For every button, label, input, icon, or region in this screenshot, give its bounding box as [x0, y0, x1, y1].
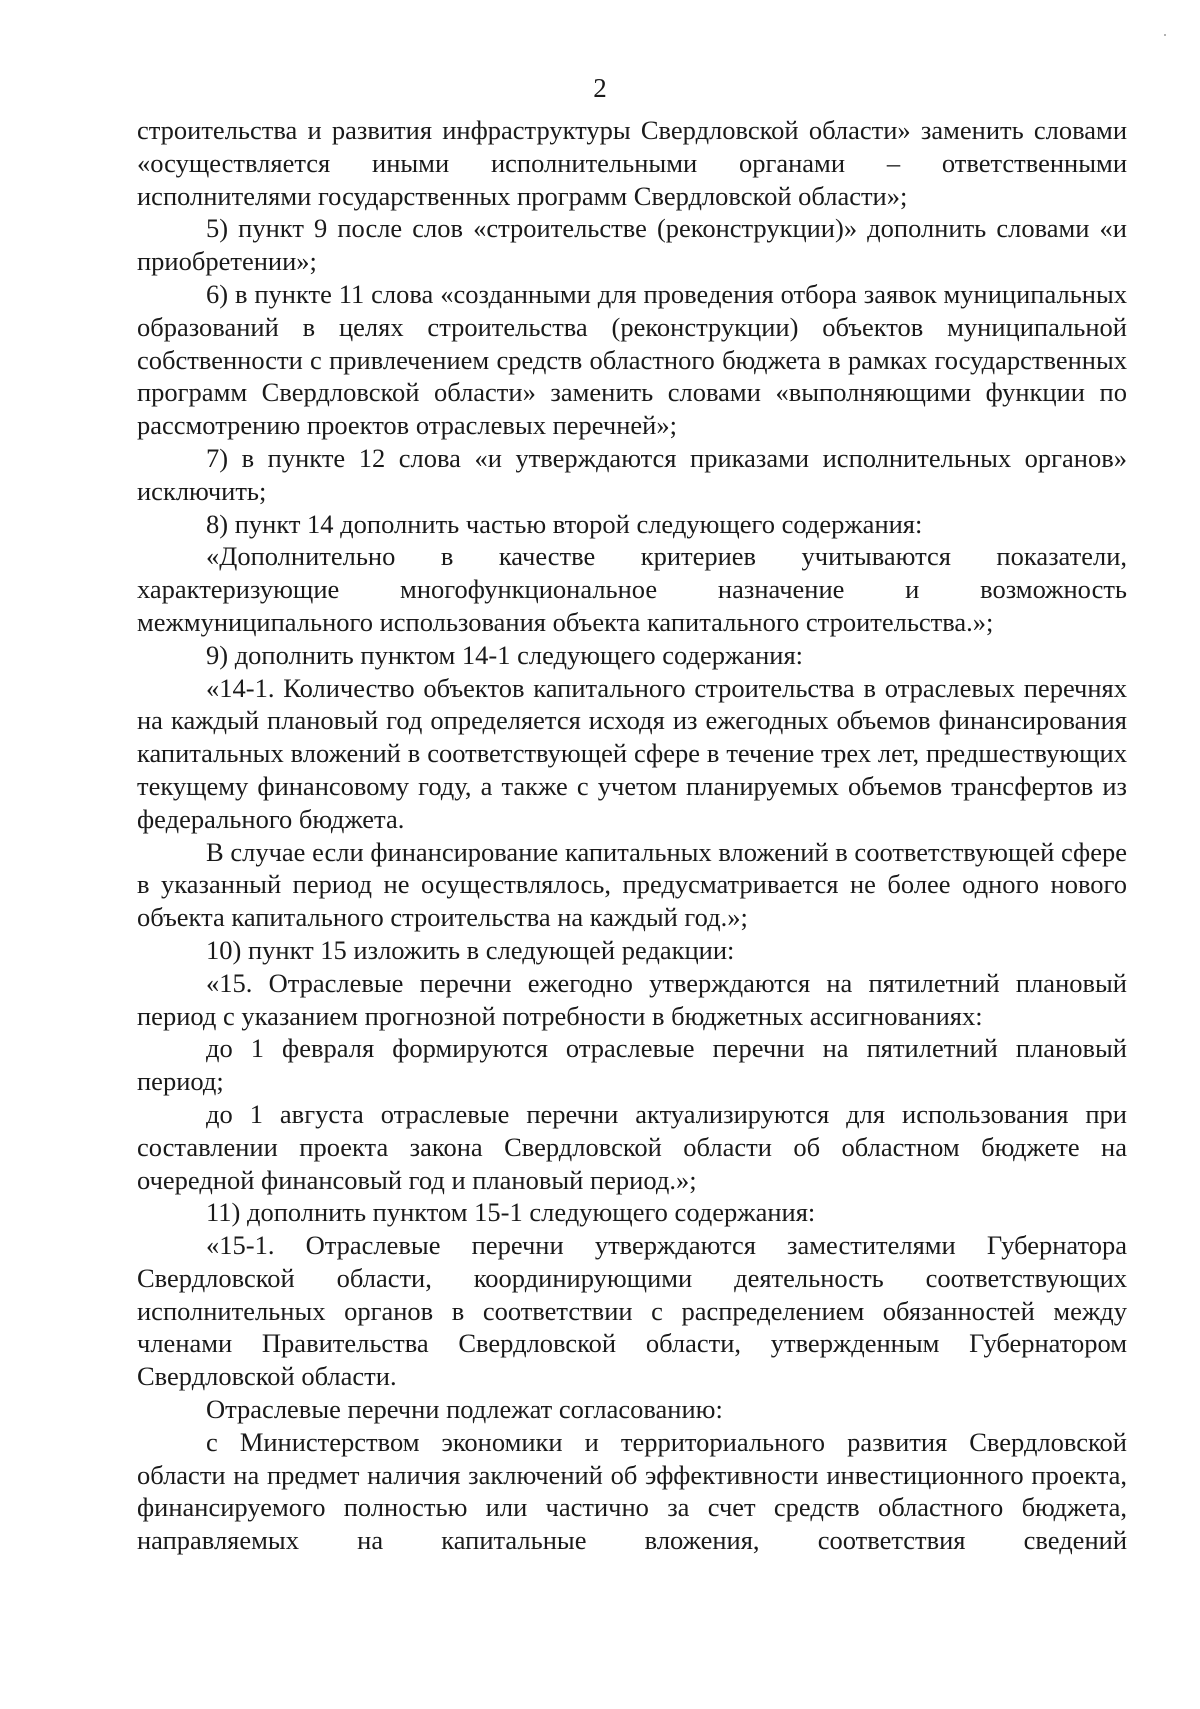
paragraph-quote-15-august: до 1 августа отраслевые перечни актуализируются для использования при составлении проекта закона Свердловской области об областном бюджете на очередной финансовый год и плановый период.»;: [137, 1098, 1127, 1195]
paragraph-item-9: 9) дополнить пунктом 14-1 следующего содержания:: [206, 639, 804, 670]
document-body: [137, 114, 1127, 1557]
scan-speck: [1164, 34, 1166, 36]
paragraph-item-6: 6) в пункте 11 слова «созданными для проведения отбора заявок муниципальных образований в целях строительства (реконструкции) объектов муниципальной собственности с привлечением средств областного бюджета в рамках государственных программ Свердловской области» заменить словами «выполняющими функции по рассмотрению проектов отраслевых перечней»;: [137, 278, 1127, 441]
paragraph-item-10: 10) пункт 15 изложить в следующей редакции:: [206, 934, 735, 965]
paragraph-quote-15-1-approval: Отраслевые перечни подлежат согласованию:: [206, 1394, 723, 1425]
paragraph-item-7: 7) в пункте 12 слова «и утверждаются приказами исполнительных органов» исключить;: [137, 442, 1127, 506]
paragraph-quote-15-february: до 1 февраля формируются отраслевые перечни на пятилетний плановый период;: [137, 1033, 1127, 1097]
paragraph-quote-15: «15. Отраслевые перечни ежегодно утверждаются на пятилетний плановый период с указанием прогнозной потребности в бюджетных ассигнованиях:: [137, 967, 1127, 1031]
paragraph-item-5: 5) пункт 9 после слов «строительстве (реконструкции)» дополнить словами «и приобретении»;: [137, 213, 1127, 277]
paragraph-quote-15-1: «15-1. Отраслевые перечни утверждаются заместителями Губернатора Свердловской области, координирующими деятельность соответствующих исполнительных органов в соответствии с распределением обязанностей между членами Правительства Свердловской области, утвержденным Губернатором Свердловской области.: [137, 1230, 1127, 1392]
paragraph-item-8: 8) пункт 14 дополнить частью второй следующего содержания:: [206, 508, 923, 539]
paragraph-quote-14-1: «14-1. Количество объектов капитального строительства в отраслевых перечнях на каждый плановый год определяется исходя из ежегодных объемов финансирования капитальных вложений в соответствующей сфере в течение трех лет, предшествующих текущему финансовому году, а также с учетом планируемых объемов трансфертов из федерального бюджета.: [137, 672, 1127, 834]
paragraph-quote-14-1-part-2: В случае если финансирование капитальных вложений в соответствующей сфере в указанный период не осуществлялось, предусматривается не более одного нового объекта капитального строительства на каждый год.»;: [137, 836, 1127, 933]
page-number: 2: [593, 73, 607, 103]
paragraph-quote-additional-criteria: «Дополнительно в качестве критериев учитываются показатели, характеризующие многофункциональное назначение и возможность межмуниципального использования объекта капитального строительства.»;: [137, 541, 1127, 637]
paragraph-continuation: строительства и развития инфраструктуры Свердловской области» заменить словами «осуществляется иными исполнительными органами – ответственными исполнителями государственных программ Свердловской области»;: [137, 115, 1127, 211]
paragraph-quote-15-1-ministry: с Министерством экономики и территориального развития Свердловской области на предмет наличия заключений об эффективности инвестиционного проекта, финансируемого полностью или частично за счет средств областного бюджета, направляемых на капитальные вложения, соответствия сведений: [137, 1426, 1127, 1556]
paragraph-item-11: 11) дополнить пунктом 15-1 следующего содержания:: [206, 1197, 816, 1228]
